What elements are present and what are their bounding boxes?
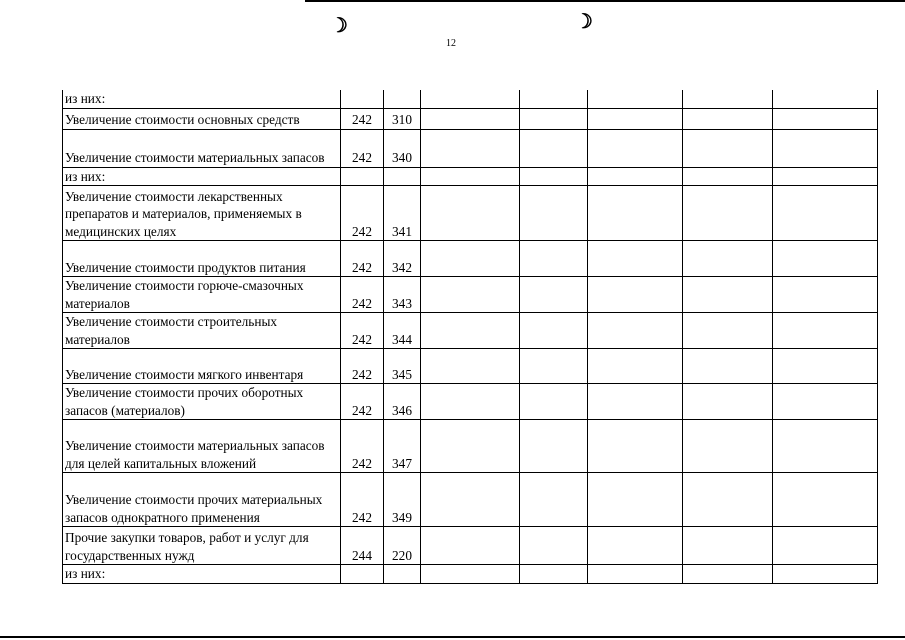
amount-cell	[520, 186, 588, 241]
amount-cell	[683, 90, 773, 108]
kosgu-code: 310	[384, 108, 421, 129]
amount-cell	[773, 527, 878, 565]
row-name: Увеличение стоимости прочих оборотных запасов (материалов)	[63, 384, 341, 420]
amount-cell	[683, 108, 773, 129]
amount-cell	[773, 420, 878, 473]
amount-cell	[421, 527, 520, 565]
amount-cell	[683, 241, 773, 277]
row-name: Увеличение стоимости мягкого инвентаря	[63, 349, 341, 384]
kvr-code: 242	[341, 241, 384, 277]
kvr-code: 242	[341, 129, 384, 167]
amount-cell	[421, 565, 520, 584]
amount-cell	[683, 277, 773, 313]
amount-cell	[683, 565, 773, 584]
amount-cell	[421, 313, 520, 349]
kosgu-code: 343	[384, 277, 421, 313]
kosgu-code: 342	[384, 241, 421, 277]
amount-cell	[520, 167, 588, 186]
kosgu-code: 347	[384, 420, 421, 473]
expenditure-table	[62, 90, 878, 584]
amount-cell	[520, 277, 588, 313]
kosgu-code	[384, 565, 421, 584]
table-row	[63, 420, 878, 473]
amount-cell	[520, 313, 588, 349]
amount-cell	[421, 129, 520, 167]
amount-cell	[773, 167, 878, 186]
kosgu-code: 220	[384, 527, 421, 565]
amount-cell	[588, 420, 683, 473]
kosgu-code	[384, 167, 421, 186]
kvr-code: 242	[341, 313, 384, 349]
table-row	[63, 90, 878, 108]
amount-cell	[520, 108, 588, 129]
amount-cell	[588, 129, 683, 167]
amount-cell	[683, 186, 773, 241]
amount-cell	[421, 186, 520, 241]
kosgu-code: 345	[384, 349, 421, 384]
amount-cell	[520, 384, 588, 420]
table-row	[63, 384, 878, 420]
table-row	[63, 108, 878, 129]
kvr-code: 242	[341, 349, 384, 384]
amount-cell	[520, 527, 588, 565]
table-row	[63, 349, 878, 384]
amount-cell	[773, 277, 878, 313]
table-row	[63, 129, 878, 167]
amount-cell	[421, 349, 520, 384]
amount-cell	[520, 90, 588, 108]
row-name: Увеличение стоимости основных средств	[63, 108, 341, 129]
amount-cell	[773, 186, 878, 241]
amount-cell	[773, 108, 878, 129]
amount-cell	[520, 129, 588, 167]
kvr-code: 242	[341, 384, 384, 420]
amount-cell	[773, 313, 878, 349]
amount-cell	[683, 420, 773, 473]
kvr-code: 244	[341, 527, 384, 565]
amount-cell	[683, 167, 773, 186]
kvr-code: 242	[341, 420, 384, 473]
amount-cell	[421, 167, 520, 186]
amount-cell	[421, 420, 520, 473]
row-name: Увеличение стоимости продуктов питания	[63, 241, 341, 277]
amount-cell	[588, 384, 683, 420]
kvr-code	[341, 565, 384, 584]
top-rule	[305, 0, 905, 2]
page-number: 12	[446, 38, 456, 49]
row-name: Увеличение стоимости строительных материалов	[63, 313, 341, 349]
amount-cell	[588, 186, 683, 241]
kosgu-code: 340	[384, 129, 421, 167]
row-name: из них:	[63, 565, 341, 584]
row-name: Увеличение стоимости лекарственных препаратов и материалов, применяемых в медицинских целях	[63, 186, 341, 241]
table-row	[63, 565, 878, 584]
amount-cell	[520, 420, 588, 473]
amount-cell	[588, 108, 683, 129]
table-row	[63, 241, 878, 277]
kosgu-code: 346	[384, 384, 421, 420]
kosgu-code: 344	[384, 313, 421, 349]
amount-cell	[588, 313, 683, 349]
row-name: из них:	[63, 167, 341, 186]
amount-cell	[683, 129, 773, 167]
amount-cell	[588, 241, 683, 277]
row-name: Увеличение стоимости прочих материальных запасов однократного применения	[63, 473, 341, 527]
kosgu-code: 341	[384, 186, 421, 241]
row-name: из них:	[63, 90, 341, 108]
amount-cell	[520, 349, 588, 384]
amount-cell	[421, 277, 520, 313]
row-name: Увеличение стоимости материальных запасов для целей капитальных вложений	[63, 420, 341, 473]
amount-cell	[588, 349, 683, 384]
table-row	[63, 277, 878, 313]
table-row	[63, 473, 878, 527]
amount-cell	[683, 349, 773, 384]
amount-cell	[773, 473, 878, 527]
amount-cell	[588, 90, 683, 108]
amount-cell	[421, 241, 520, 277]
kvr-code	[341, 167, 384, 186]
amount-cell	[520, 565, 588, 584]
amount-cell	[773, 241, 878, 277]
row-name: Увеличение стоимости горюче-смазочных материалов	[63, 277, 341, 313]
amount-cell	[421, 384, 520, 420]
kvr-code: 242	[341, 186, 384, 241]
amount-cell	[683, 527, 773, 565]
kvr-code: 242	[341, 277, 384, 313]
kvr-code: 242	[341, 108, 384, 129]
amount-cell	[683, 473, 773, 527]
binder-hole-right-icon: ☽	[575, 11, 593, 33]
amount-cell	[773, 129, 878, 167]
amount-cell	[588, 473, 683, 527]
amount-cell	[683, 313, 773, 349]
amount-cell	[683, 384, 773, 420]
table-row	[63, 186, 878, 241]
amount-cell	[421, 108, 520, 129]
row-name: Увеличение стоимости материальных запасов	[63, 129, 341, 167]
kosgu-code	[384, 90, 421, 108]
amount-cell	[588, 277, 683, 313]
amount-cell	[520, 473, 588, 527]
amount-cell	[421, 90, 520, 108]
amount-cell	[773, 565, 878, 584]
bottom-rule	[0, 636, 905, 638]
row-name: Прочие закупки товаров, работ и услуг для государственных нужд	[63, 527, 341, 565]
amount-cell	[421, 473, 520, 527]
kvr-code	[341, 90, 384, 108]
table-row	[63, 167, 878, 186]
amount-cell	[773, 90, 878, 108]
table-row	[63, 313, 878, 349]
amount-cell	[588, 527, 683, 565]
amount-cell	[588, 167, 683, 186]
binder-hole-left-icon: ☽	[330, 15, 348, 37]
amount-cell	[773, 384, 878, 420]
amount-cell	[773, 349, 878, 384]
amount-cell	[520, 241, 588, 277]
table-row	[63, 527, 878, 565]
amount-cell	[588, 565, 683, 584]
kosgu-code: 349	[384, 473, 421, 527]
kvr-code: 242	[341, 473, 384, 527]
